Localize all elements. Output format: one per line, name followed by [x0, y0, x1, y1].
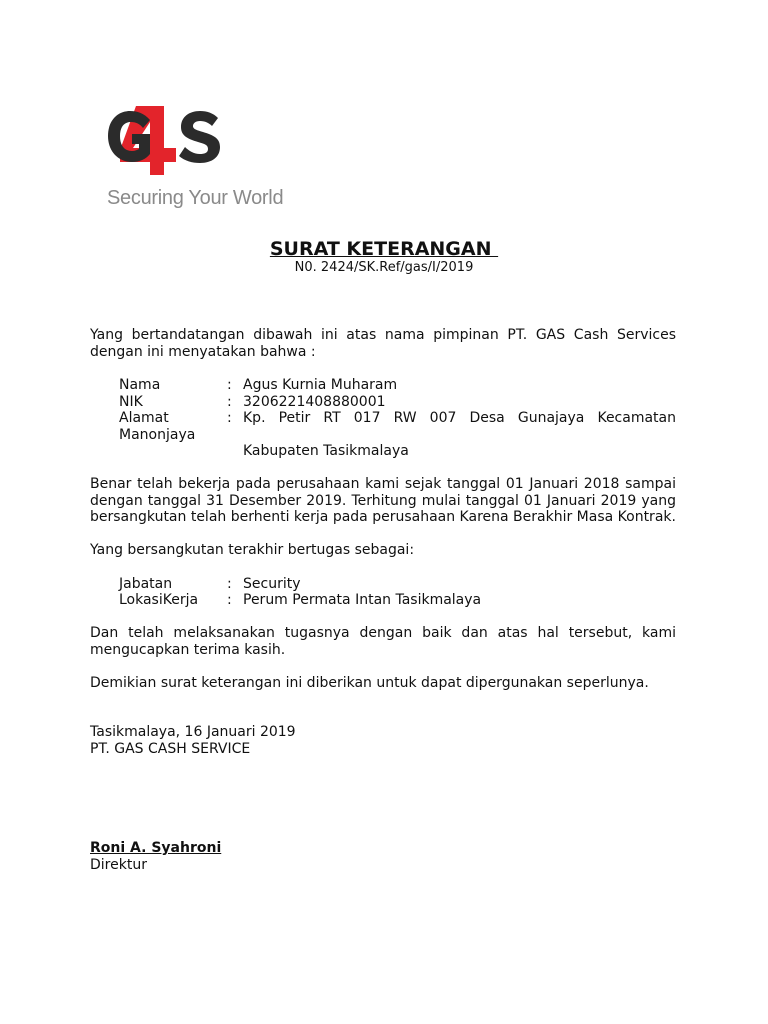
signer-name: Roni A. Syahroni [90, 840, 222, 856]
field-jabatan-value: Security [243, 576, 301, 592]
closing-paragraph: Demikian surat keterangan ini diberikan untuk dapat dipergunakan seperlunya. [90, 675, 649, 691]
field-lokasi-label: LokasiKerja [119, 592, 199, 608]
field-nama-label: Nama [119, 377, 161, 393]
signer-title: Direktur [90, 857, 147, 873]
field-jabatan-colon: : [227, 576, 232, 592]
company-logo [106, 100, 291, 218]
document-title: SURAT KETERANGAN [269, 238, 499, 260]
place-date: Tasikmalaya, 16 Januari 2019 [90, 724, 296, 740]
field-lokasi-value: Perum Permata Intan Tasikmalaya [243, 592, 482, 608]
field-nik-value: 3206221408880001 [243, 394, 386, 410]
field-nama-colon: : [227, 377, 232, 393]
field-alamat-wrap-text: Manonjaya [119, 427, 196, 443]
field-alamat-value: Kp. Petir RT 017 RW 007 Desa Gunajaya Kecamatan [243, 410, 676, 426]
document-number: N0. 2424/SK.Ref/gas/I/2019 [294, 260, 474, 275]
field-nik-colon: : [227, 394, 232, 410]
field-alamat-line2-text: Kabupaten Tasikmalaya [243, 443, 409, 459]
company-name: PT. GAS CASH SERVICE [90, 741, 251, 757]
logo-letter-s [179, 111, 220, 163]
intro-paragraph: Yang bertandatangan dibawah ini atas nama pimpinan PT. GAS Cash Services dengan ini menyatakan bahwa : [90, 327, 676, 360]
field-lokasi-colon: : [227, 592, 232, 608]
employment-paragraph: Benar telah bekerja pada perusahaan kami sejak tanggal 01 Januari 2018 sampai dengan tanggal 31 Desember 2019. Terhitung mulai tanggal 01 Januari 2019 yang bersangkutan telah berhenti kerja pada perusahaan Karena Berakhir Masa Kontrak. [90, 476, 676, 525]
logo-tagline: Securing Your World [107, 187, 284, 209]
field-alamat-colon: : [227, 410, 232, 426]
last-duty-intro: Yang bersangkutan terakhir bertugas sebagai: [90, 542, 415, 558]
document-header [0, 238, 768, 276]
field-nik-label: NIK [119, 394, 143, 410]
thanks-paragraph: Dan telah melaksanakan tugasnya dengan baik dan atas hal tersebut, kami mengucapkan terima kasih. [90, 625, 676, 658]
field-nama-value: Agus Kurnia Muharam [243, 377, 398, 393]
field-alamat-label: Alamat [119, 410, 169, 426]
g4s-logo-mark [106, 100, 226, 178]
field-jabatan-label: Jabatan [119, 576, 173, 592]
